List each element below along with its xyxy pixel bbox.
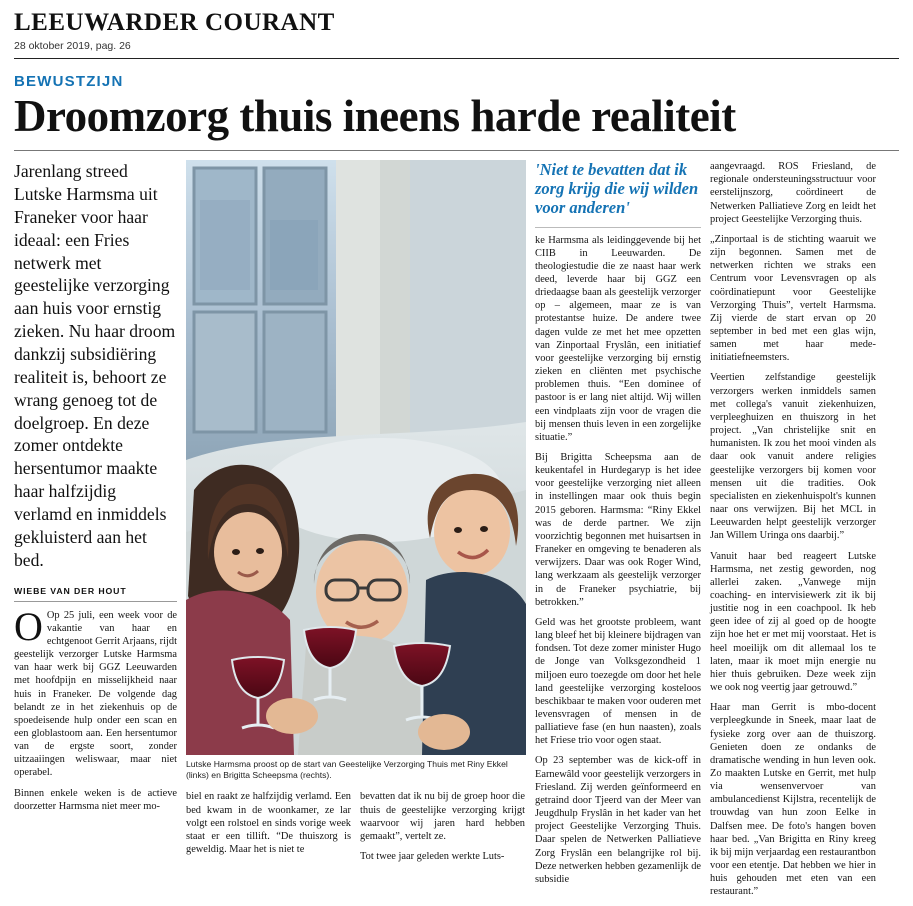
masthead [0,0,913,52]
drop-cap: O [14,603,43,649]
newspaper-title: LEEUWARDER COURANT [14,9,335,36]
article-photo [186,160,526,755]
column-photo [186,160,526,870]
photo-illustration [186,160,526,755]
column2-right-text [360,790,525,870]
article-body [14,160,899,905]
byline-divider [14,601,177,602]
pull-quote: 'Niet te bevatten dat ik zorg krijg die wij wilden voor anderen' [535,160,699,218]
paragraph [14,603,177,780]
column-four [710,160,876,905]
paragraph: aangevraagd. ROS Friesland, de regionale ondersteuningsstructuur voor eerstelijnszorg, coördineert de Netwerken Palliatieve Zorg en leidt het project Geestelijke Verzorging thuis. [710,161,876,225]
paragraph: Vanuit haar bed reageert Lutske Harmsma, net zestig geworden, nog allerlei zaken. „Vanwege mijn coaching- en intervisiewerk zit ik bij justitie nog in een coachpool. Ik heb geen idee of zij al goed op de hoogte zijn hoe het er met mij voorstaat. Het is heel moeilijk om dit allemaal los te laten, maar ik moet mijn energie nu hier thuis gebruiken. Deze week zijn we ook nog veertig jaar getrouwd.” [710,550,876,694]
paragraph: Bij Brigitta Scheepsma aan de keukentafel in Hurdegaryp is het idee voor geestelijke verzorging niet alleen in instellingen maar ook thuis begin 2015 geboren. Harmsma: “Riny Ekkel was de derde partner. We zijn voorzichtig begonnen met huisartsen in Franeker en omgeving te benaderen als verwijzers. Daar was ook Roger Wind, lang werkzaam als geestelijk verzorger in de Franeker psychiatrie, bij betrokken.” [535,452,701,608]
paragraph: Haar man Gerrit is mbo-docent verpleegkunde in Sneek, maar laat de fysieke zorg over aan de thuiszorg. Genieten doen ze ondanks de dramatische wending in hun leven ook. Zo maakten Lutske en Gerrit, met hulp via wensenvervoer van ambulancedienst Kijlstra, recentelijk de trouwdag van hun zoon Eelke in Dalfsen mee. De foto's hangen boven haar bed. „Van Brigitta en Riny kreeg ik bij mijn verjaardag een restaurantbon voor een etentje. Dat hebben we hier in huis gehouden met eten van een restaurant.” [710,702,876,898]
article-intro: Jarenlang streed Lutske Harmsma uit Franeker voor haar ideaal: een Fries netwerk met geestelijke verzorging aan huis voor ernstig zieken. Nu haar droom dankzij subsidiëring realiteit is, behoort ze wrang genoeg tot de doelgroep. En deze zomer ontdekte hersentumor maakte haar halfzijdig verlamd en inmiddels gekluisterd aan het bed. [14,161,176,570]
publication-date: 28 oktober 2019, pag. 26 [14,40,131,53]
column2-left-text [186,790,351,870]
column-lead [14,160,177,820]
paragraph: ke Harmsma als leidinggevende bij het CIIB in Leeuwarden. De theologiestudie die ze naast haar werk deed, leverde haar bij GGZ een driedaagse baan als geestelijk verzorger op – algemeen, maar ze is van protestantse huize. De andere twee dagen vulde ze met het mee opzetten van Zinportaal Fryslân, een initiatief voor geestelijke verzorging bij ernstig zieken en cliënten met psychische problemen thuis. “Een dominee of pastoor is er lang niet altijd. Wij willen een vindplaats zijn voor de vragen die bij mensen thuis leven in een zorgelijke situatie.” [535,234,701,443]
paragraph: Geld was het grootste probleem, want lang bleef het bij kleinere bijdragen van fondsen. Tot deze zomer minister Hugo de Jonge van Volksgezondheid 1 miljoen euro toezegde om door het hele land geestelijke verzorging kosteloos beschikbaar te maken voor ouderen met levensvragen of mensen in de palliatieve fase (en hun naasten), zoals het Friese trio voor ogen staat. [535,616,701,747]
paragraph: „Zinportaal is de stichting waaruit we zijn begonnen. Samen met de netwerken richten we straks een Centrum voor Levensvragen op als coördinatiepunt voor Geestelijke Verzorging Thuis”, vertelt Harmsma. Zij vierde de start ervan op 20 september in bed met een glas wijn, samen met haar mede-initiatiefneemsters. [710,233,876,364]
paragraph: Tot twee jaar geleden werkte Luts- [360,851,505,863]
column-three [535,160,701,893]
paragraph: bevatten dat ik nu bij de groep hoor die thuis de geestelijke verzorging krijgt waarvoor wij jaren hard hebben gemaakt”, vertelt ze. [360,791,525,842]
paragraph: biel en raakt ze halfzijdig verlamd. Een bed kwam in de woonkamer, ze lar volgt een rolstoel en sinds vorige week staat er een tillift. “De thuiszorg is geweldig. Maar het is niet te [186,791,351,856]
person-right [422,474,526,755]
masthead-divider [14,58,899,59]
headline-divider [14,150,899,151]
column4-text [710,160,876,898]
photo-block [186,160,526,781]
page-title: Droomzorg thuis ineens harde realiteit [14,91,736,142]
photo-caption: Lutske Harmsma proost op de start van Geestelijke Verzorging Thuis met Riny Ekkel (links) en Brigitta Scheepsma (rechts). [186,759,508,781]
column3-text [535,234,701,887]
column1-text [14,603,177,813]
paragraph: Veertien zelfstandige geestelijk verzorgers werken inmiddels samen met collega's vanuit ziekenhuizen, verpleeghuizen en thuiszorg in het project. „Van christelijke snit en humanisten. Ik zou het mooi vinden als daar ook vanuit andere religies geestelijke verzorgers bij komen voor mensen uit die tradities. Ook specialisten en ziekenhuispolt's kunnen naar ons verwijzen. Bij het MCL in Leeuwarden helpt geestelijk verzorger Jan Willem Uringa ons daarbij.” [710,372,876,542]
photo-subcolumns [186,790,526,870]
paragraph-text: Op 25 juli, een week voor de vakantie van haar en echtgenoot Gerrit Arjaans, rijdt geestelijk verzorger Lutske Harmsma van haar werk bij GGZ Leeuwarden met hoofdpijn en misselijkheid naar huis in Franeker. De volgende dag belandt ze in het ziekenhuis op de spoedeisende hulp onder een scan en een globlastoom aan. Een hersentumor van de ergste soort, zonder uitzaaiingen weliswaar, maar niet operabel. [14,609,177,779]
section-kicker: BEWUSTZIJN [14,73,124,91]
paragraph: Op 23 september was de kick-off in Earnewâld voor geestelijk verzorgers in Friesland. Zij werden geïnformeerd en getraind door Tjeerd van der Meer van Jeugdhulp Fryslân in het kader van het project Geestelijke Verzorging Thuis. Daar spelen de Netwerken Palliatieve Zorg Fryslân een belangrijke rol bij. Deze netwerken hebben gezamenlijk de subsidie [535,755,701,885]
byline: WIEBE VAN DER HOUT [14,585,127,596]
paragraph: Binnen enkele weken is de actieve doorzetter Harmsma niet meer mo- [14,787,177,812]
pullquote-divider [535,227,701,228]
